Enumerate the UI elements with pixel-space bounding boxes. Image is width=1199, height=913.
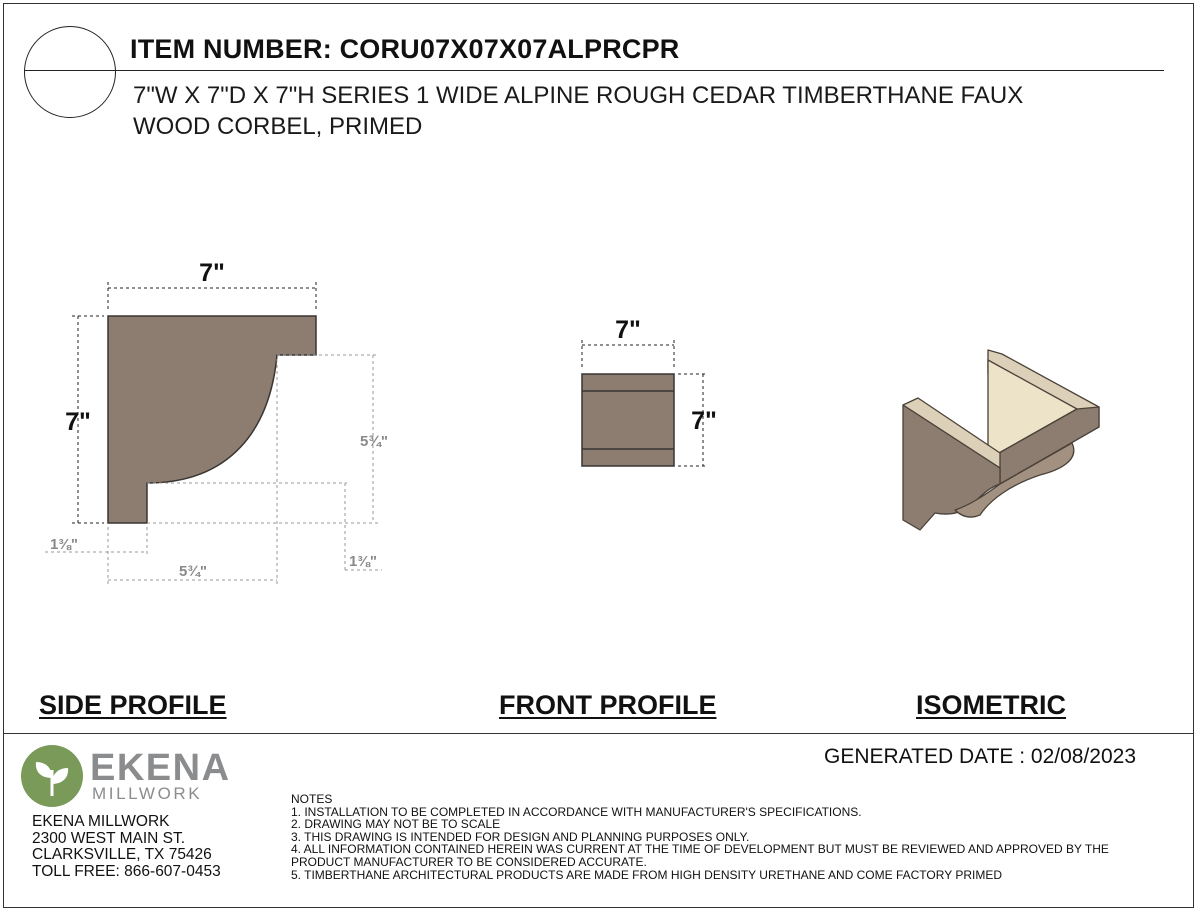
side-inner-width-label: 5¾" [179, 563, 207, 580]
company-city: CLARKSVILLE, TX 75426 [32, 846, 212, 863]
note-item: 2. DRAWING MAY NOT BE TO SCALE [291, 817, 501, 832]
footer-divider [3, 733, 1194, 734]
front-profile-title: FRONT PROFILE [499, 690, 717, 720]
note-item: 3. THIS DRAWING IS INTENDED FOR DESIGN AND PLANNING PURPOSES ONLY. [291, 829, 750, 844]
front-width-label: 7" [615, 316, 641, 344]
company-name: EKENA MILLWORK [32, 813, 170, 830]
company-phone: TOLL FREE: 866-607-0453 [32, 862, 221, 880]
logo-subtitle: MILLWORK [92, 784, 203, 803]
side-profile-title: SIDE PROFILE [39, 690, 227, 720]
description-line-1: 7"W X 7"D X 7"H SERIES 1 WIDE ALPINE ROUGH CEDAR TIMBERTHANE FAUX [133, 82, 1024, 109]
side-bottom-offset-label: 1⅜" [349, 553, 377, 570]
notes-block [291, 793, 1109, 881]
front-profile-block [582, 374, 674, 466]
note-item: 4. ALL INFORMATION CONTAINED HEREIN WAS CURRENT AT THE TIME OF DEVELOPMENT BUT MUST BE REVIEWED AND APPROVED BY THE [291, 842, 1109, 857]
logo-brand: EKENA [90, 747, 231, 789]
item-number: ITEM NUMBER: CORU07X07X07ALPRCPR [130, 34, 680, 64]
side-width-label: 7" [199, 259, 225, 287]
note-item: 1. INSTALLATION TO BE COMPLETED IN ACCORDANCE WITH MANUFACTURER'S SPECIFICATIONS. [291, 804, 862, 819]
description-line-2: WOOD CORBEL, PRIMED [133, 113, 423, 140]
side-profile-shape [108, 316, 316, 523]
side-height-label: 7" [65, 408, 91, 436]
company-address [32, 814, 221, 880]
front-height-label: 7" [691, 407, 717, 435]
company-street: 2300 WEST MAIN ST. [32, 829, 186, 847]
note-item: 5. TIMBERTHANE ARCHITECTURAL PRODUCTS ARE MADE FROM HIGH DENSITY URETHANE AND COME FACTORY PRIMED [291, 867, 1002, 882]
isometric-corbel [903, 350, 1099, 530]
leaf-logo-icon [20, 744, 84, 808]
isometric-title: ISOMETRIC [916, 690, 1067, 720]
generated-date: GENERATED DATE : 02/08/2023 [824, 745, 1137, 768]
note-item: PRODUCT MANUFACTURER TO BE CONSIDERED ACCURATE. [291, 854, 647, 869]
side-left-offset-label: 1⅜" [50, 536, 78, 553]
side-inner-height-label: 5¾" [360, 433, 388, 450]
notes-heading: NOTES [291, 792, 333, 806]
